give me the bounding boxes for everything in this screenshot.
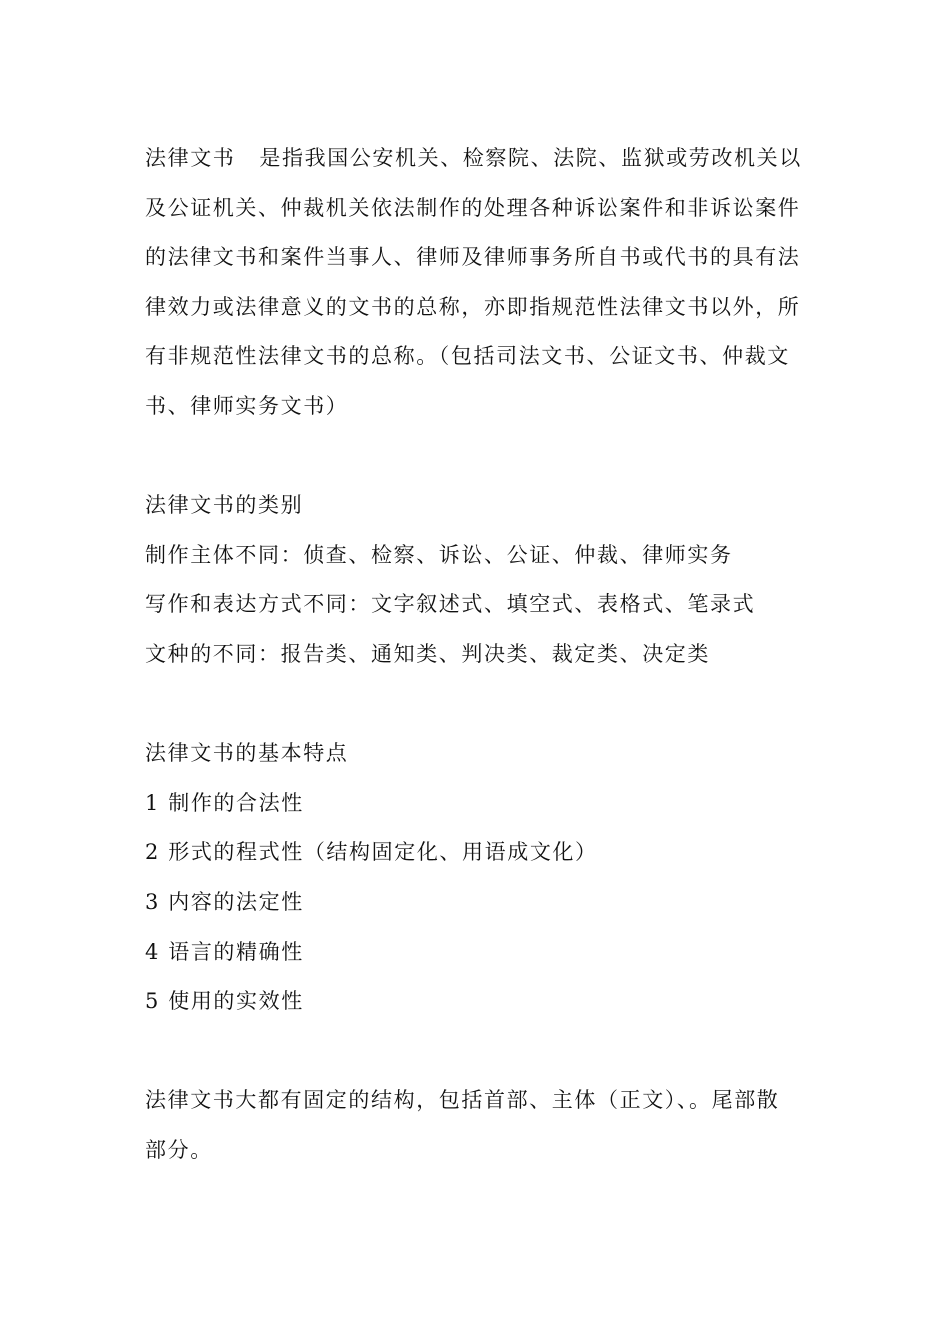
section-spacer xyxy=(145,1027,807,1077)
categories-heading: 法律文书的类别 xyxy=(145,493,304,518)
structure-line-2: 部分。 xyxy=(145,1137,213,1162)
document-page xyxy=(145,134,807,1175)
section-spacer xyxy=(145,432,807,482)
features-heading: 法律文书的基本特点 xyxy=(145,741,349,766)
definition-line-2: 及公证机关、仲裁机关依法制作的处理各种诉讼案件和非诉讼案件 xyxy=(145,195,801,220)
category-item: 写作和表达方式不同：文字叙述式、填空式、表格式、笔录式 xyxy=(145,592,756,617)
definition-line-5: 有非规范性法律文书的总称。（包括司法文书、公证文书、仲裁文 xyxy=(145,344,790,369)
structure-section xyxy=(145,1076,807,1175)
category-item: 文种的不同：报告类、通知类、判决类、裁定类、决定类 xyxy=(145,641,710,666)
category-item: 制作主体不同：侦查、检察、诉讼、公证、仲裁、律师实务 xyxy=(145,542,733,567)
structure-line-1: 法律文书大都有固定的结构，包括首部、主体（正文）、。尾部散 xyxy=(145,1088,780,1113)
feature-item: 2 形式的程式性（结构固定化、用语成文化） xyxy=(145,840,598,865)
feature-item: 5 使用的实效性 xyxy=(145,989,304,1014)
feature-item: 3 内容的法定性 xyxy=(145,889,304,914)
definition-term: 法律文书 xyxy=(145,146,236,170)
definition-section xyxy=(145,134,807,432)
definition-line-3: 的法律文书和案件当事人、律师及律师事务所自书或代书的具有法 xyxy=(145,245,801,270)
features-section xyxy=(145,729,807,1027)
categories-section xyxy=(145,481,807,679)
definition-line-1 xyxy=(145,134,807,184)
definition-line-4: 律效力或法律意义的文书的总称，亦即指规范性法律文书以外，所 xyxy=(145,294,801,319)
feature-item: 1 制作的合法性 xyxy=(145,790,304,815)
definition-line-6: 书、律师实务文书） xyxy=(145,393,349,418)
feature-item: 4 语言的精确性 xyxy=(145,939,304,964)
section-spacer xyxy=(145,680,807,730)
definition-text-1: 是指我国公安机关、检察院、法院、监狱或劳改机关以 xyxy=(259,146,802,170)
